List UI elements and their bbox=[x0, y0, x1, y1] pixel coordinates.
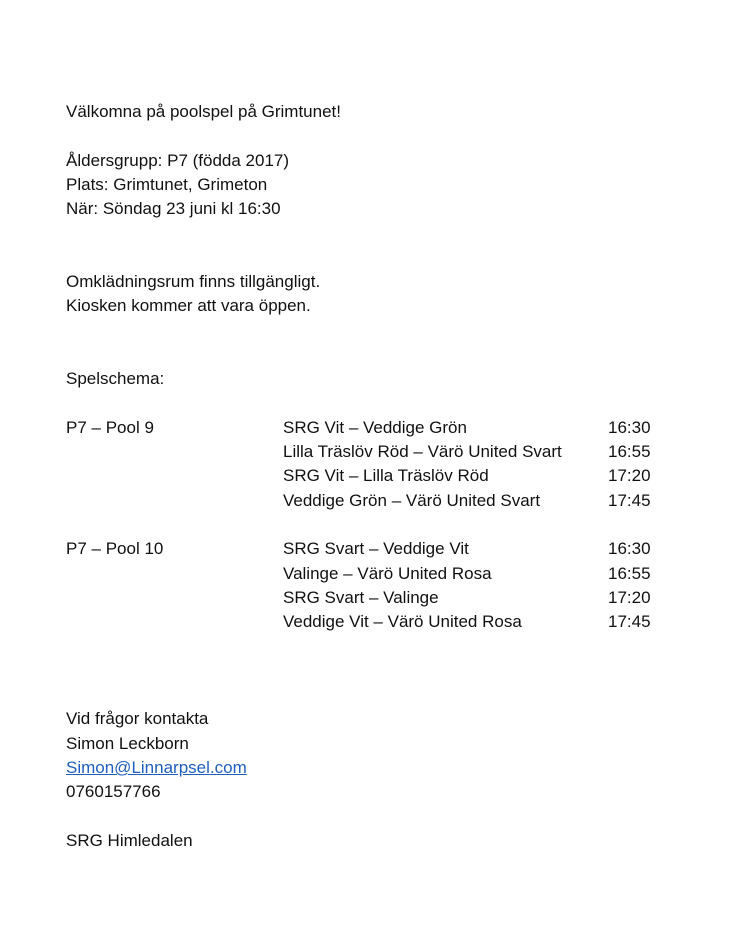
match-row bbox=[283, 537, 676, 561]
contact-phone: 0760157766 bbox=[66, 782, 161, 802]
match-time: 17:20 bbox=[608, 466, 651, 486]
match-row bbox=[283, 440, 676, 464]
match-teams: Valinge – Värö United Rosa bbox=[283, 563, 492, 583]
kiosk-text: Kiosken kommer att vara öppen. bbox=[66, 296, 311, 316]
pool-name: P7 – Pool 9 bbox=[66, 417, 154, 437]
club-name: SRG Himledalen bbox=[66, 830, 193, 850]
match-row bbox=[283, 586, 676, 610]
contact-name: Simon Leckborn bbox=[66, 733, 189, 753]
match-time: 17:20 bbox=[608, 587, 651, 607]
pool-block-9 bbox=[66, 416, 676, 513]
match-teams: Lilla Träslöv Röd – Värö United Svart bbox=[283, 442, 562, 462]
match-list bbox=[283, 416, 676, 513]
match-row bbox=[283, 464, 676, 488]
match-time: 16:55 bbox=[608, 442, 651, 462]
schedule-heading: Spelschema: bbox=[66, 369, 165, 389]
spacer bbox=[66, 124, 676, 148]
match-time: 17:45 bbox=[608, 612, 651, 632]
spacer bbox=[66, 392, 676, 416]
spacer bbox=[66, 635, 676, 708]
match-teams: SRG Vit – Lilla Träslöv Röd bbox=[283, 466, 489, 486]
age-group-text: Åldersgrupp: P7 (födda 2017) bbox=[66, 150, 290, 170]
spacer bbox=[66, 319, 676, 368]
contact-email-link[interactable]: Simon@Linnarpsel.com bbox=[66, 758, 247, 778]
contact-email-line bbox=[66, 756, 676, 780]
match-teams: SRG Svart – Valinge bbox=[283, 587, 439, 607]
document-page bbox=[66, 100, 676, 853]
match-time: 16:30 bbox=[608, 539, 651, 559]
locker-rooms-text: Omklädningsrum finns tillgängligt. bbox=[66, 272, 321, 292]
match-teams: SRG Svart – Veddige Vit bbox=[283, 539, 469, 559]
spacer bbox=[66, 221, 676, 270]
match-teams: Veddige Grön – Värö United Svart bbox=[283, 490, 541, 510]
match-row bbox=[283, 610, 676, 634]
match-list bbox=[283, 537, 676, 634]
match-row bbox=[283, 562, 676, 586]
pool-block-10 bbox=[66, 537, 676, 634]
spacer bbox=[66, 805, 676, 829]
welcome-heading: Välkomna på poolspel på Grimtunet! bbox=[66, 102, 341, 121]
match-time: 16:55 bbox=[608, 563, 651, 583]
pool-name: P7 – Pool 10 bbox=[66, 539, 164, 559]
match-time: 17:45 bbox=[608, 490, 651, 510]
contact-intro: Vid frågor kontakta bbox=[66, 709, 209, 729]
location-text: Plats: Grimtunet, Grimeton bbox=[66, 174, 268, 194]
spacer bbox=[66, 513, 676, 537]
match-time: 16:30 bbox=[608, 417, 651, 437]
match-row bbox=[283, 416, 676, 440]
match-row bbox=[283, 489, 676, 513]
when-text: När: Söndag 23 juni kl 16:30 bbox=[66, 199, 281, 219]
match-teams: Veddige Vit – Värö United Rosa bbox=[283, 612, 522, 632]
match-teams: SRG Vit – Veddige Grön bbox=[283, 417, 467, 437]
